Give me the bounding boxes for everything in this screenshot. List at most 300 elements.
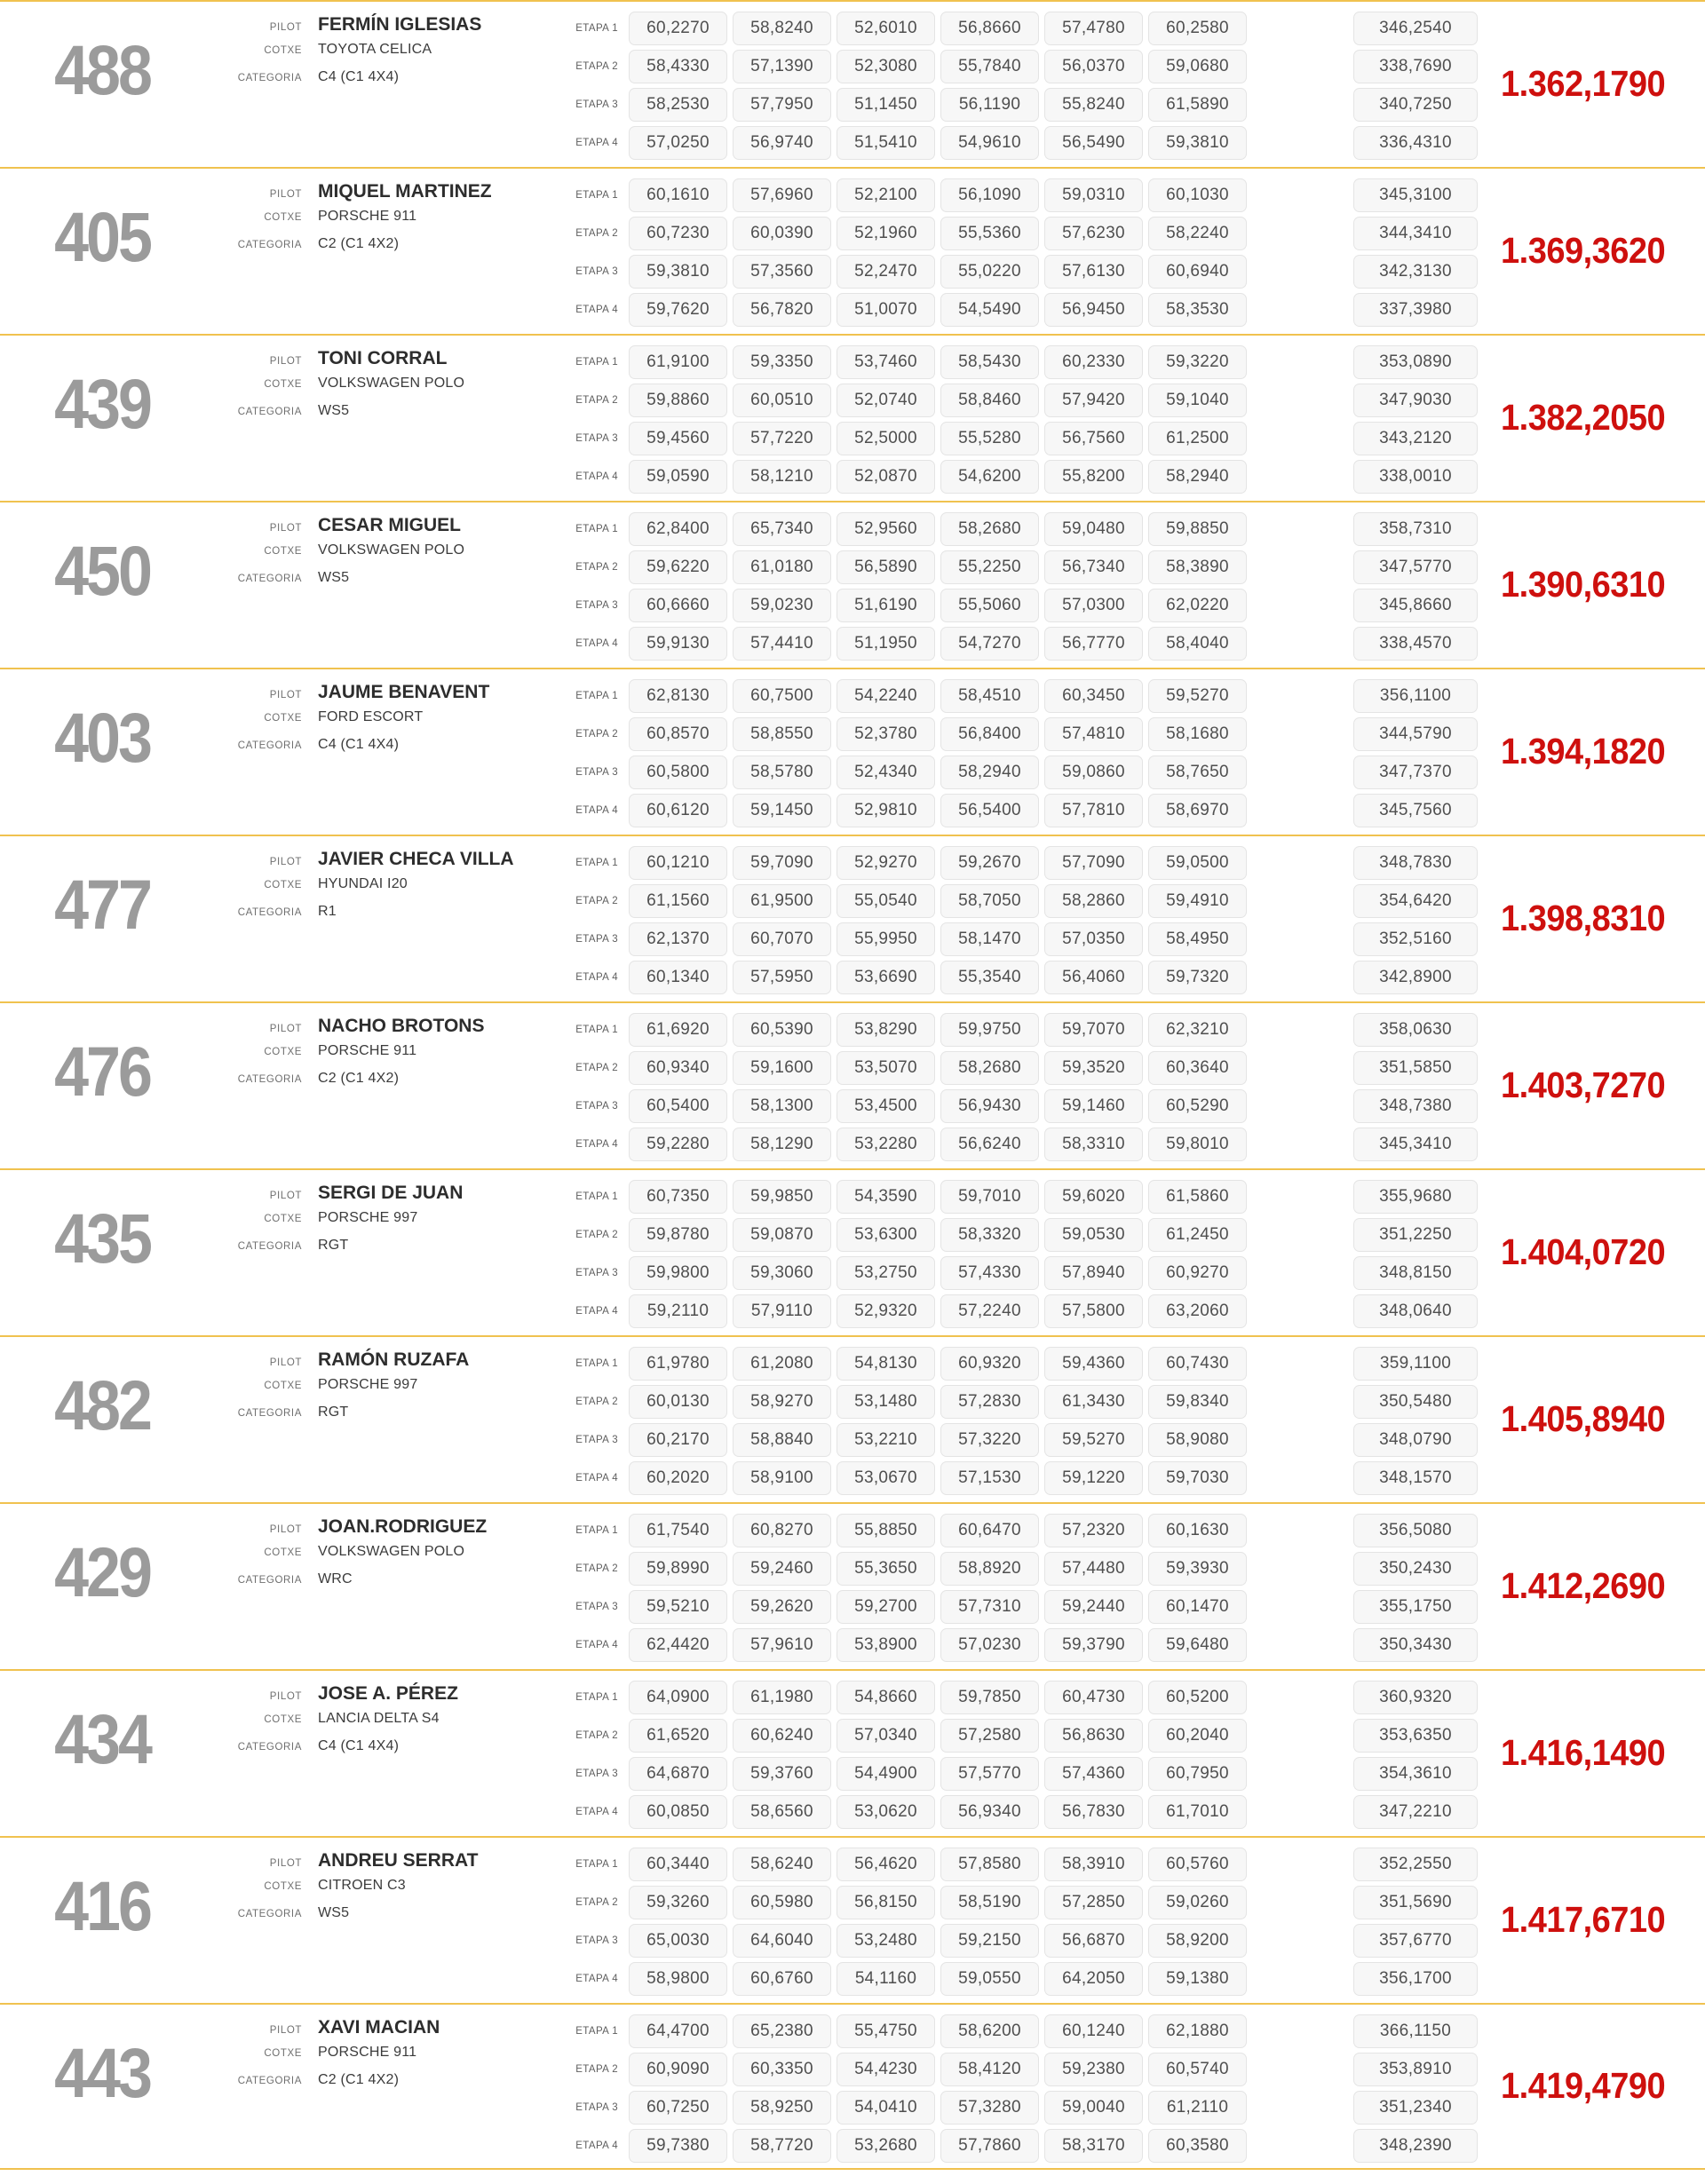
stage-time-cell: 56,7770 — [1044, 627, 1143, 661]
stage-time-cell: 57,2830 — [940, 1385, 1039, 1419]
stage-time-cell: 59,0590 — [629, 460, 727, 494]
stage-time-cell: 60,1340 — [629, 961, 727, 994]
stage-time-cell: 59,1600 — [733, 1051, 831, 1085]
result-row — [0, 668, 1705, 835]
stage-time-cell: 59,0310 — [1044, 178, 1143, 212]
stage-time-cell: 51,1450 — [837, 88, 935, 122]
stage-time-cell: 58,2680 — [940, 1051, 1039, 1085]
spacer — [1252, 589, 1348, 622]
stage-time-cell: 60,3350 — [733, 2053, 831, 2086]
etapa-label: ETAPA 2 — [575, 228, 618, 239]
competitor-number: 405 — [54, 198, 150, 276]
stage-time-cell: 54,5490 — [940, 293, 1039, 327]
stage-time-cell: 65,7340 — [733, 512, 831, 546]
stage-time-cell: 59,7030 — [1148, 1461, 1247, 1495]
stage-time-cell: 60,2170 — [629, 1423, 727, 1457]
etapa-label: ETAPA 2 — [575, 61, 618, 72]
etapa-label: ETAPA 1 — [575, 1859, 618, 1870]
stage-time-cell: 55,0220 — [940, 255, 1039, 289]
spacer — [1252, 384, 1348, 417]
stage-time-cell: 60,5760 — [1148, 1848, 1247, 1881]
stage-time-cell: 59,8850 — [1148, 512, 1247, 546]
cotxe-label: COTXE — [264, 713, 302, 724]
stage-time-cell: 59,3760 — [733, 1757, 831, 1791]
spacer — [1252, 1089, 1348, 1123]
competitor-meta — [169, 1337, 568, 1502]
categoria-label: CATEGORIA — [237, 740, 302, 751]
stage-time-cell: 55,0540 — [837, 884, 935, 918]
categoria-label: CATEGORIA — [237, 574, 302, 584]
etapa-total-cell: 352,2550 — [1353, 1848, 1478, 1881]
etapa-total-cell: 344,3410 — [1353, 217, 1478, 250]
cotxe-value: VOLKSWAGEN POLO — [318, 1544, 465, 1559]
cotxe-label: COTXE — [264, 546, 302, 557]
stage-time-cell: 59,0680 — [1148, 50, 1247, 83]
stage-time-cell: 59,9130 — [629, 627, 727, 661]
stage-time-cell: 56,7560 — [1044, 422, 1143, 455]
stage-time-cell: 60,7500 — [733, 679, 831, 713]
stage-time-cell: 59,7070 — [1044, 1013, 1143, 1047]
etapa-label: ETAPA 4 — [575, 805, 618, 816]
stage-time-cell: 52,0870 — [837, 460, 935, 494]
competitor-meta — [169, 1504, 568, 1669]
stage-time-cell: 65,0030 — [629, 1924, 727, 1958]
competitor-meta — [169, 502, 568, 668]
stage-time-cell: 58,1680 — [1148, 717, 1247, 751]
stage-times-grid — [568, 1170, 1478, 1335]
stage-time-cell: 59,0230 — [733, 589, 831, 622]
stage-time-cell: 61,2500 — [1148, 422, 1247, 455]
etapa-total-cell: 354,3610 — [1353, 1757, 1478, 1791]
stage-time-cell: 59,8340 — [1148, 1385, 1247, 1419]
etapa-total-cell: 350,5480 — [1353, 1385, 1478, 1419]
stage-time-cell: 57,1530 — [940, 1461, 1039, 1495]
stage-time-cell: 60,7950 — [1148, 1757, 1247, 1791]
pilot-name: FERMÍN IGLESIAS — [318, 14, 482, 35]
cotxe-label: COTXE — [264, 1881, 302, 1892]
categoria-value: C2 (C1 4X2) — [318, 2072, 400, 2087]
grand-total-value: 1.369,3620 — [1501, 230, 1666, 272]
stage-time-cell: 52,2470 — [837, 255, 935, 289]
spacer — [1252, 126, 1348, 160]
stage-time-cell: 59,3810 — [629, 255, 727, 289]
stage-time-cell: 63,2060 — [1148, 1294, 1247, 1328]
stage-time-cell: 59,1040 — [1148, 384, 1247, 417]
cotxe-value: PORSCHE 997 — [318, 1377, 418, 1392]
etapa-total-cell: 348,0790 — [1353, 1423, 1478, 1457]
stage-time-cell: 53,8290 — [837, 1013, 935, 1047]
stage-time-cell: 58,4120 — [940, 2053, 1039, 2086]
stage-time-cell: 61,3430 — [1044, 1385, 1143, 1419]
stage-time-cell: 60,1610 — [629, 178, 727, 212]
etapa-total-cell: 345,7560 — [1353, 794, 1478, 827]
grand-total — [1478, 1504, 1705, 1669]
etapa-label: ETAPA 2 — [575, 1063, 618, 1073]
competitor-number: 450 — [54, 532, 150, 610]
stage-times-grid — [568, 1337, 1478, 1502]
stage-time-cell: 54,1160 — [837, 1962, 935, 1996]
stage-times-grid — [568, 502, 1478, 668]
stage-time-cell: 59,3350 — [733, 345, 831, 379]
spacer — [1252, 1848, 1348, 1881]
etapa-label: ETAPA 1 — [575, 190, 618, 201]
grand-total — [1478, 1838, 1705, 2003]
stage-time-cell: 61,9780 — [629, 1347, 727, 1381]
grand-total — [1478, 502, 1705, 668]
cotxe-value: PORSCHE 911 — [318, 2045, 417, 2060]
stage-time-cell: 57,3220 — [940, 1423, 1039, 1457]
grand-total — [1478, 1003, 1705, 1168]
stage-time-cell: 52,9560 — [837, 512, 935, 546]
result-row — [0, 167, 1705, 334]
stage-time-cell: 57,9110 — [733, 1294, 831, 1328]
pilot-name: SERGI DE JUAN — [318, 1183, 464, 1203]
etapa-label: ETAPA 2 — [575, 1897, 618, 1908]
pilot-name: JOAN.RODRIGUEZ — [318, 1516, 488, 1537]
spacer — [1252, 1795, 1348, 1829]
stage-time-cell: 60,2270 — [629, 12, 727, 45]
stage-time-cell: 56,9740 — [733, 126, 831, 160]
stage-time-cell: 55,4750 — [837, 2014, 935, 2048]
stage-time-cell: 52,2100 — [837, 178, 935, 212]
stage-time-cell: 60,9320 — [940, 1347, 1039, 1381]
spacer — [1252, 1628, 1348, 1662]
stage-time-cell: 58,9250 — [733, 2091, 831, 2125]
pilot-label: PILOT — [269, 2025, 302, 2036]
etapa-total-cell: 343,2120 — [1353, 422, 1478, 455]
stage-time-cell: 53,0670 — [837, 1461, 935, 1495]
cotxe-value: FORD ESCORT — [318, 709, 424, 724]
spacer — [1252, 1962, 1348, 1996]
stage-time-cell: 53,4500 — [837, 1089, 935, 1123]
stage-time-cell: 59,1450 — [733, 794, 831, 827]
stage-time-cell: 60,1240 — [1044, 2014, 1143, 2048]
stage-times-grid — [568, 336, 1478, 501]
stage-time-cell: 57,9420 — [1044, 384, 1143, 417]
stage-time-cell: 56,5490 — [1044, 126, 1143, 160]
spacer — [1252, 1180, 1348, 1214]
etapa-total-cell: 356,1100 — [1353, 679, 1478, 713]
spacer — [1252, 460, 1348, 494]
stage-time-cell: 56,6240 — [940, 1128, 1039, 1161]
stage-times-grid — [568, 836, 1478, 1001]
stage-time-cell: 59,2150 — [940, 1924, 1039, 1958]
stage-time-cell: 53,2480 — [837, 1924, 935, 1958]
categoria-value: C2 (C1 4X2) — [318, 1071, 400, 1086]
stage-time-cell: 60,1630 — [1148, 1514, 1247, 1547]
stage-time-cell: 64,4700 — [629, 2014, 727, 2048]
stage-time-cell: 61,9500 — [733, 884, 831, 918]
spacer — [1252, 1218, 1348, 1252]
stage-time-cell: 58,6200 — [940, 2014, 1039, 2048]
stage-time-cell: 59,2280 — [629, 1128, 727, 1161]
stage-time-cell: 62,8400 — [629, 512, 727, 546]
stage-time-cell: 59,1220 — [1044, 1461, 1143, 1495]
etapa-label: ETAPA 1 — [575, 1692, 618, 1703]
stage-time-cell: 58,2940 — [940, 756, 1039, 789]
stage-time-cell: 59,6020 — [1044, 1180, 1143, 1214]
stage-time-cell: 60,2580 — [1148, 12, 1247, 45]
etapa-label: ETAPA 4 — [575, 972, 618, 983]
pilot-name: ANDREU SERRAT — [318, 1850, 479, 1871]
stage-time-cell: 57,0230 — [940, 1628, 1039, 1662]
cotxe-value: TOYOTA CELICA — [318, 42, 432, 57]
stage-time-cell: 55,8240 — [1044, 88, 1143, 122]
stage-time-cell: 61,7540 — [629, 1514, 727, 1547]
stage-time-cell: 58,6240 — [733, 1848, 831, 1881]
stage-time-cell: 59,2380 — [1044, 2053, 1143, 2086]
competitor-number: 416 — [54, 1867, 150, 1945]
etapa-label: ETAPA 4 — [575, 1807, 618, 1817]
stage-time-cell: 62,0220 — [1148, 589, 1247, 622]
spacer — [1252, 627, 1348, 661]
stage-time-cell: 60,2040 — [1148, 1719, 1247, 1753]
stage-time-cell: 54,8130 — [837, 1347, 935, 1381]
stage-time-cell: 59,5270 — [1148, 679, 1247, 713]
result-row — [0, 1335, 1705, 1502]
etapa-total-cell: 337,3980 — [1353, 293, 1478, 327]
stage-time-cell: 60,9090 — [629, 2053, 727, 2086]
etapa-total-cell: 347,7370 — [1353, 756, 1478, 789]
competitor-number: 439 — [54, 365, 150, 443]
stage-time-cell: 57,7950 — [733, 88, 831, 122]
stage-time-cell: 60,5200 — [1148, 1681, 1247, 1714]
spacer — [1252, 1886, 1348, 1919]
stage-time-cell: 55,9950 — [837, 922, 935, 956]
stage-time-cell: 59,0500 — [1148, 846, 1247, 880]
spacer — [1252, 293, 1348, 327]
stage-time-cell: 57,7810 — [1044, 794, 1143, 827]
stage-time-cell: 59,3220 — [1148, 345, 1247, 379]
cotxe-value: PORSCHE 911 — [318, 209, 417, 224]
stage-time-cell: 64,2050 — [1044, 1962, 1143, 1996]
grand-total — [1478, 1671, 1705, 1836]
competitor-meta — [169, 1671, 568, 1836]
stage-time-cell: 59,3790 — [1044, 1628, 1143, 1662]
competitor-meta — [169, 2, 568, 167]
stage-time-cell: 59,3520 — [1044, 1051, 1143, 1085]
spacer — [1252, 1423, 1348, 1457]
stage-time-cell: 56,8150 — [837, 1886, 935, 1919]
result-row — [0, 0, 1705, 167]
competitor-meta — [169, 1838, 568, 2003]
spacer — [1252, 1051, 1348, 1085]
etapa-label: ETAPA 3 — [575, 1435, 618, 1445]
stage-time-cell: 59,2620 — [733, 1590, 831, 1624]
spacer — [1252, 178, 1348, 212]
etapa-label: ETAPA 2 — [575, 562, 618, 573]
spacer — [1252, 1128, 1348, 1161]
categoria-value: RGT — [318, 1238, 349, 1253]
etapa-total-cell: 348,8150 — [1353, 1256, 1478, 1290]
stage-time-cell: 59,7320 — [1148, 961, 1247, 994]
etapa-label: ETAPA 1 — [575, 23, 618, 34]
result-row — [0, 835, 1705, 1001]
stage-time-cell: 56,1190 — [940, 88, 1039, 122]
stage-time-cell: 53,6690 — [837, 961, 935, 994]
stage-time-cell: 59,6480 — [1148, 1628, 1247, 1662]
stage-time-cell: 57,6130 — [1044, 255, 1143, 289]
stage-time-cell: 58,5190 — [940, 1886, 1039, 1919]
stage-time-cell: 55,5280 — [940, 422, 1039, 455]
stage-time-cell: 57,7860 — [940, 2129, 1039, 2163]
stage-time-cell: 64,6870 — [629, 1757, 727, 1791]
stage-time-cell: 60,1030 — [1148, 178, 1247, 212]
result-row — [0, 1669, 1705, 1836]
spacer — [1252, 717, 1348, 751]
spacer — [1252, 50, 1348, 83]
etapa-total-cell: 351,2250 — [1353, 1218, 1478, 1252]
stage-time-cell: 60,3450 — [1044, 679, 1143, 713]
categoria-label: CATEGORIA — [237, 907, 302, 918]
stage-time-cell: 60,0130 — [629, 1385, 727, 1419]
pilot-name: NACHO BROTONS — [318, 1016, 485, 1036]
stage-time-cell: 57,5800 — [1044, 1294, 1143, 1328]
stage-time-cell: 60,6120 — [629, 794, 727, 827]
etapa-label: ETAPA 3 — [575, 1101, 618, 1112]
etapa-label: ETAPA 3 — [575, 934, 618, 945]
stage-times-grid — [568, 2, 1478, 167]
cotxe-label: COTXE — [264, 2048, 302, 2059]
etapa-total-cell: 352,5160 — [1353, 922, 1478, 956]
stage-times-grid — [568, 1671, 1478, 1836]
pilot-label: PILOT — [269, 857, 302, 867]
etapa-label: ETAPA 4 — [575, 471, 618, 482]
spacer — [1252, 2129, 1348, 2163]
stage-time-cell: 55,5360 — [940, 217, 1039, 250]
stage-time-cell: 54,6200 — [940, 460, 1039, 494]
pilot-label: PILOT — [269, 523, 302, 534]
spacer — [1252, 794, 1348, 827]
cotxe-value: HYUNDAI I20 — [318, 876, 408, 891]
etapa-label: ETAPA 1 — [575, 1025, 618, 1035]
pilot-label: PILOT — [269, 1191, 302, 1201]
etapa-label: ETAPA 1 — [575, 1191, 618, 1202]
categoria-value: C2 (C1 4X2) — [318, 236, 400, 251]
etapa-total-cell: 345,3100 — [1353, 178, 1478, 212]
grand-total — [1478, 2, 1705, 167]
stage-time-cell: 56,4060 — [1044, 961, 1143, 994]
stage-time-cell: 58,3320 — [940, 1218, 1039, 1252]
stage-time-cell: 55,5060 — [940, 589, 1039, 622]
etapa-total-cell: 342,3130 — [1353, 255, 1478, 289]
stage-time-cell: 58,3170 — [1044, 2129, 1143, 2163]
categoria-label: CATEGORIA — [237, 240, 302, 250]
stage-time-cell: 54,3590 — [837, 1180, 935, 1214]
etapa-total-cell: 358,7310 — [1353, 512, 1478, 546]
stage-time-cell: 54,4900 — [837, 1757, 935, 1791]
competitor-number: 488 — [54, 31, 150, 109]
categoria-label: CATEGORIA — [237, 1074, 302, 1085]
stage-time-cell: 51,0070 — [837, 293, 935, 327]
stage-time-cell: 60,5290 — [1148, 1089, 1247, 1123]
stage-time-cell: 59,0260 — [1148, 1886, 1247, 1919]
stage-time-cell: 55,8850 — [837, 1514, 935, 1547]
pilot-label: PILOT — [269, 1524, 302, 1535]
etapa-label: ETAPA 1 — [575, 858, 618, 868]
etapa-total-cell: 360,9320 — [1353, 1681, 1478, 1714]
grand-total-value: 1.403,7270 — [1501, 1064, 1666, 1106]
spacer — [1252, 922, 1348, 956]
etapa-total-cell: 353,6350 — [1353, 1719, 1478, 1753]
stage-time-cell: 62,1370 — [629, 922, 727, 956]
stage-time-cell: 58,1470 — [940, 922, 1039, 956]
grand-total-value: 1.394,1820 — [1501, 731, 1666, 772]
cotxe-value: LANCIA DELTA S4 — [318, 1711, 440, 1726]
etapa-total-cell: 356,5080 — [1353, 1514, 1478, 1547]
etapa-label: ETAPA 2 — [575, 395, 618, 406]
categoria-label: CATEGORIA — [237, 1742, 302, 1753]
stage-time-cell: 53,6300 — [837, 1218, 935, 1252]
stage-time-cell: 57,2580 — [940, 1719, 1039, 1753]
spacer — [1252, 1719, 1348, 1753]
stage-time-cell: 59,9750 — [940, 1013, 1039, 1047]
etapa-label: ETAPA 3 — [575, 1268, 618, 1278]
etapa-total-cell: 348,1570 — [1353, 1461, 1478, 1495]
stage-time-cell: 58,9080 — [1148, 1423, 1247, 1457]
etapa-label: ETAPA 3 — [575, 266, 618, 277]
stage-time-cell: 59,5270 — [1044, 1423, 1143, 1457]
stage-time-cell: 59,3260 — [629, 1886, 727, 1919]
grand-total-value: 1.362,1790 — [1501, 63, 1666, 105]
result-row — [0, 501, 1705, 668]
stage-time-cell: 56,7820 — [733, 293, 831, 327]
spacer — [1252, 1013, 1348, 1047]
stage-time-cell: 55,8200 — [1044, 460, 1143, 494]
stage-time-cell: 60,3580 — [1148, 2129, 1247, 2163]
categoria-value: C4 (C1 4X4) — [318, 69, 400, 84]
result-row — [0, 1168, 1705, 1335]
stage-time-cell: 53,2280 — [837, 1128, 935, 1161]
stage-time-cell: 56,7340 — [1044, 550, 1143, 584]
stage-time-cell: 58,6970 — [1148, 794, 1247, 827]
competitor-meta — [169, 1170, 568, 1335]
stage-time-cell: 60,8570 — [629, 717, 727, 751]
etapa-label: ETAPA 4 — [575, 1473, 618, 1484]
categoria-value: WRC — [318, 1571, 353, 1587]
stage-time-cell: 58,4950 — [1148, 922, 1247, 956]
stage-time-cell: 59,8990 — [629, 1552, 727, 1586]
stage-time-cell: 55,3540 — [940, 961, 1039, 994]
stage-time-cell: 58,8550 — [733, 717, 831, 751]
stage-time-cell: 57,4360 — [1044, 1757, 1143, 1791]
stage-time-cell: 58,7650 — [1148, 756, 1247, 789]
stage-time-cell: 56,9340 — [940, 1795, 1039, 1829]
etapa-total-cell: 338,7690 — [1353, 50, 1478, 83]
etapa-total-cell: 346,2540 — [1353, 12, 1478, 45]
spacer — [1252, 2014, 1348, 2048]
etapa-total-cell: 344,5790 — [1353, 717, 1478, 751]
stage-time-cell: 62,8130 — [629, 679, 727, 713]
pilot-name: MIQUEL MARTINEZ — [318, 181, 492, 202]
etapa-label: ETAPA 4 — [575, 638, 618, 649]
etapa-total-cell: 357,6770 — [1353, 1924, 1478, 1958]
stage-time-cell: 54,8660 — [837, 1681, 935, 1714]
stage-time-cell: 54,4230 — [837, 2053, 935, 2086]
stage-time-cell: 52,9810 — [837, 794, 935, 827]
stage-time-cell: 57,9610 — [733, 1628, 831, 1662]
spacer — [1252, 1924, 1348, 1958]
etapa-total-cell: 359,1100 — [1353, 1347, 1478, 1381]
stage-time-cell: 58,1210 — [733, 460, 831, 494]
stage-time-cell: 59,7380 — [629, 2129, 727, 2163]
stage-time-cell: 54,0410 — [837, 2091, 935, 2125]
stage-time-cell: 53,2750 — [837, 1256, 935, 1290]
categoria-label: CATEGORIA — [237, 73, 302, 83]
stage-time-cell: 52,9320 — [837, 1294, 935, 1328]
etapa-label: ETAPA 3 — [575, 2102, 618, 2113]
stage-time-cell: 56,9450 — [1044, 293, 1143, 327]
